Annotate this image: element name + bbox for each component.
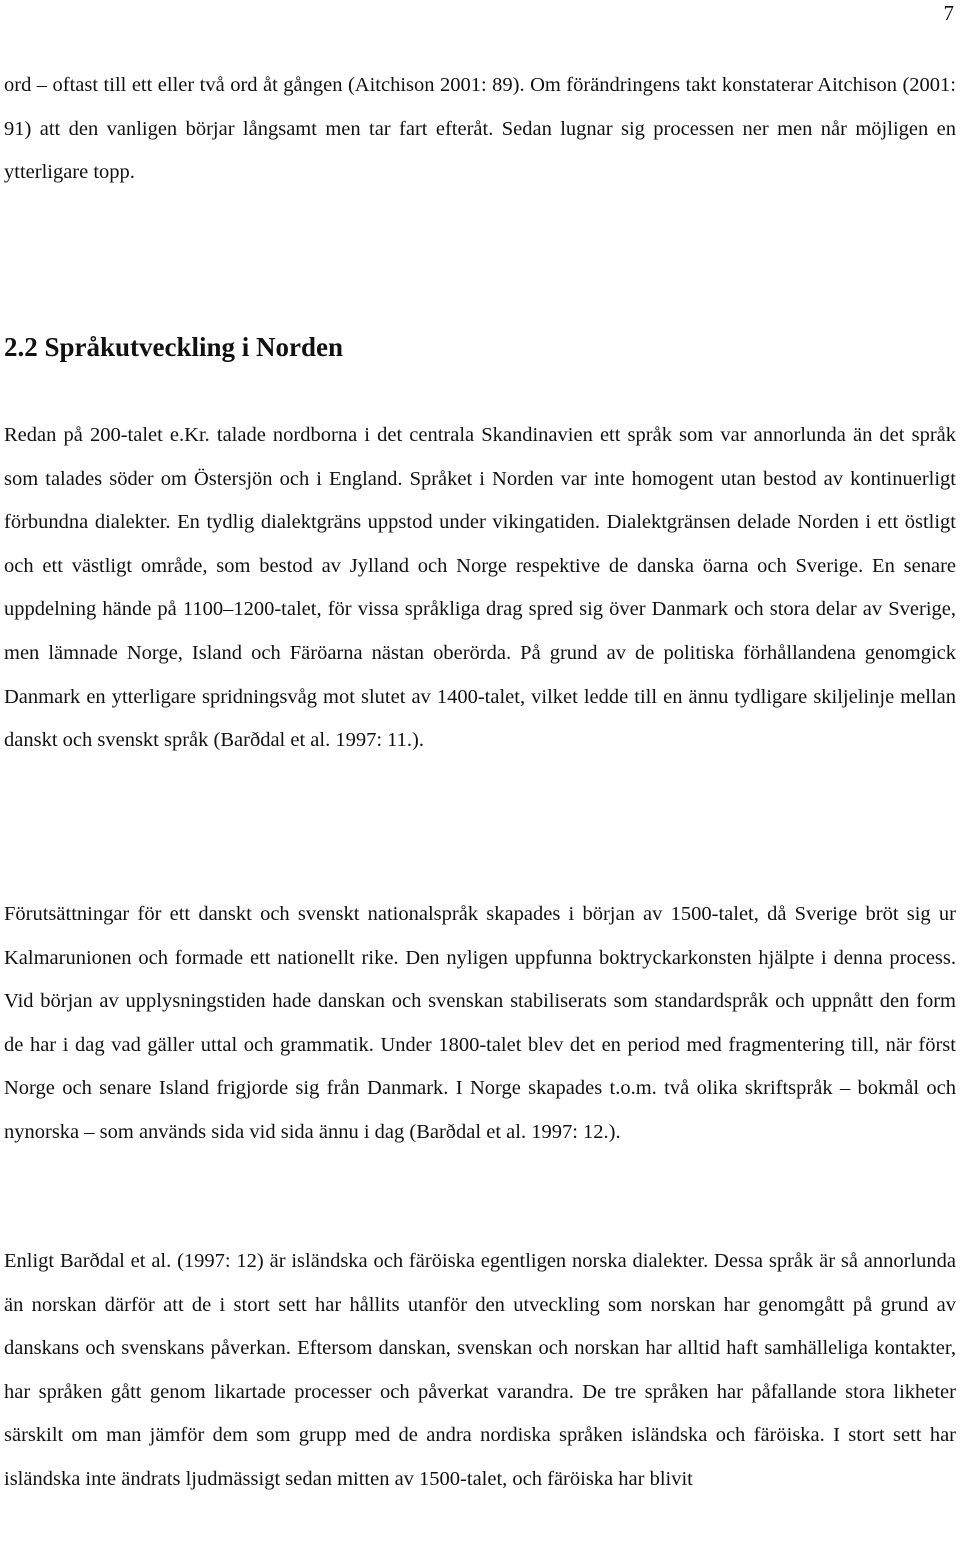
body-paragraph: Förutsättningar för ett danskt och svenskt nationalspråk skapades i början av 1500-talet, då Sverige bröt sig ur Kalmarunionen och formade ett nationellt rike. Den nyligen uppfunna boktryckarkonsten hjälpte i denna process. Vid början av upplysningstiden hade danskan och svenskan stabiliserats som standardspråk och uppnått den form de har i dag vad gäller uttal och grammatik. Under 1800-talet blev det en period med fragmentering till, när först Norge och senare Island frigjorde sig från Danmark. I Norge skapades t.o.m. två olika skriftspråk – bokmål och nynorska – som används sida vid sida ännu i dag (Barðdal et al. 1997: 12.). [4,903,956,1143]
body-paragraph: Enligt Barðdal et al. (1997: 12) är isländska och färöiska egentligen norska dialekter. Dessa språk är så annorlunda än norskan därför att de i stort sett har hållits utanför den utveckling som norskan har genomgått på grund av danskans och svenskans påverkan. Eftersom danskan, svenskan och norskan har alltid haft samhälleliga kontakter, har språken gått genom likartade processer och påverkat varandra. De tre språken har påfallande stora likheter särskilt om man jämför dem som grupp med de andra nordiska språken isländska och färöiska. I stort sett har isländska inte ändrats ljudmässigt sedan mitten av 1500-talet, och färöiska har blivit [4,1250,956,1490]
page-number: 7 [943,1,954,25]
section-heading: 2.2 Språkutveckling i Norden [4,332,344,362]
body-paragraph: Redan på 200-talet e.Kr. talade nordborna i det centrala Skandinavien ett språk som var annorlunda än det språk som talades söder om Östersjön och i England. Språket i Norden var inte homogent utan bestod av kontinuerligt förbundna dialekter. En tydlig dialektgräns uppstod under vikingatiden. Dialektgränsen delade Norden i ett östligt och ett västligt område, som bestod av Jylland och Norge respektive de danska öarna och Sverige. En senare uppdelning hände på 1100–1200-talet, för vissa språkliga drag spred sig över Danmark och stora delar av Sverige, men lämnade Norge, Island och Färöarna nästan oberörda. På grund av de politiska förhållandena genomgick Danmark en ytterligare spridningsvåg mot slutet av 1400-talet, vilket ledde till en ännu tydligare skiljelinje mellan danskt och svenskt språk (Barðdal et al. 1997: 11.). [4,424,956,752]
intro-paragraph: ord – oftast till ett eller två ord åt gången (Aitchison 2001: 89). Om förändringens takt konstaterar Aitchison (2001: 91) att den vanligen börjar långsamt men tar fart efteråt. Sedan lugnar sig processen ner men når möjligen en ytterligare topp. [4,74,956,184]
